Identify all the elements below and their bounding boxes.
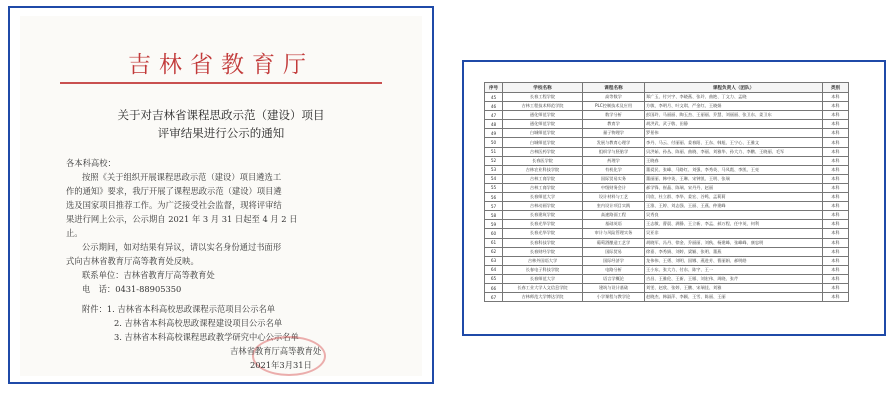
table-cell: 57 <box>485 202 503 211</box>
table-cell: 长春师范大学 <box>503 193 583 202</box>
table-cell: 董爱民、张峰、马路红、刘强、李秀英、马凤霞、李凯、王亮 <box>645 165 823 174</box>
table-cell: 发展与教育心理学 <box>583 138 645 147</box>
table-row <box>485 93 849 102</box>
table-row <box>485 138 849 147</box>
table-cell: 本科 <box>823 120 849 129</box>
table-cell: 53 <box>485 165 503 174</box>
table-cell: 长春财经学院 <box>503 247 583 256</box>
header-cell: 学校名称 <box>503 83 583 93</box>
body-line: 果进行网上公示，公示期自 2021 年 3 月 31 日起至 4 月 2 日 <box>66 214 298 224</box>
body-line: 公示期间，如对结果有异议，请以实名身份通过书面形 <box>82 242 282 252</box>
attachment-line: 3. 吉林省本科高校课程思政教学研究中心公示名单 <box>114 332 299 342</box>
table-cell: 数学分析 <box>583 111 645 120</box>
table-cell: 66 <box>485 283 503 292</box>
table-cell: 白城师范学院 <box>503 138 583 147</box>
table-cell: 胡晓军、冯丹、徐金、乔丽丽、刘秋、杨建峰、张峰峰、康忠明 <box>645 238 823 247</box>
signature-line: 吉林省教育厅高等教育处 <box>230 346 322 356</box>
table-cell: 药理学 <box>583 156 645 165</box>
table-row <box>485 256 849 265</box>
table-cell: 本科 <box>823 174 849 183</box>
body-line: 各本科高校： <box>66 158 116 168</box>
table-cell: 吴秀良 <box>645 211 823 220</box>
table-cell: 本科 <box>823 247 849 256</box>
table-cell: 52 <box>485 156 503 165</box>
table-cell: 64 <box>485 265 503 274</box>
table-row <box>485 120 849 129</box>
table-cell: 吉林师范大学博达学院 <box>503 293 583 302</box>
table-cell: 长春科技学院 <box>503 238 583 247</box>
table-cell: 国际贸易 <box>583 247 645 256</box>
table-cell: 本科 <box>823 111 849 120</box>
table-cell: 罗景伟 <box>645 129 823 138</box>
table-row <box>485 265 849 274</box>
table-header-row <box>485 83 849 93</box>
notice-title-line: 关于对吉林省课程思政示范（建设）项目 <box>117 108 325 122</box>
table-cell: 胡洪武、武子敬、田静 <box>645 120 823 129</box>
table-cell: 中级财务会计 <box>583 183 645 192</box>
table-cell: 本科 <box>823 238 849 247</box>
body-line: 电 话：0431-88905350 <box>82 284 182 294</box>
table-cell: 王小东、张大力、付东、陈宇、王一 <box>645 265 823 274</box>
table-cell: 王志敏、曹晨、满静、王立新、李孟、郝万程、任中英、何利 <box>645 220 823 229</box>
table-cell: 59 <box>485 220 503 229</box>
table-cell: 郝学锋、崔晶、陈瑞、宋丹丹、赵丽 <box>645 183 823 192</box>
table-cell: 国际贸易实务 <box>583 174 645 183</box>
table-cell: 高等数学 <box>583 93 645 102</box>
table-cell: 吉林医药学院 <box>503 147 583 156</box>
body-line: 联系单位：吉林省教育厅高等教育处 <box>82 270 215 280</box>
table-cell: 本科 <box>823 274 849 283</box>
table-row <box>485 156 849 165</box>
table-row <box>485 247 849 256</box>
table-cell: 56 <box>485 193 503 202</box>
attachments-list <box>66 302 396 344</box>
table-cell: 吉林农业科技学院 <box>503 165 583 174</box>
table-cell: 本科 <box>823 193 849 202</box>
table-cell: 49 <box>485 129 503 138</box>
table-cell: 王淮、王婷、刘志强、王丽、王燕、仲建峰 <box>645 202 823 211</box>
table-row <box>485 293 849 302</box>
table-cell: 长春光华学院 <box>503 229 583 238</box>
table-cell: 郑广玉、付兴宇、李晓燕、张玲、曲艳、丁文力、孟晓 <box>645 93 823 102</box>
table-cell: 电路分析 <box>583 265 645 274</box>
table-cell: 55 <box>485 183 503 192</box>
body-line: 选及国家项目推荐工作。为广泛接受社会监督，现将评审结 <box>66 200 282 210</box>
table-cell: 建筑与设计基础 <box>583 283 645 292</box>
table-cell: 董丽丽、韩中英、王琳、宋钟凯、王明、张瑞 <box>645 174 823 183</box>
table-cell: 有机化学 <box>583 165 645 174</box>
header-cell: 课程名称 <box>583 83 645 93</box>
signature-date: 2021年3月31日 <box>250 360 312 370</box>
table-cell: 通化师范学院 <box>503 120 583 129</box>
header-cell: 类别 <box>823 83 849 93</box>
table-cell: 本科 <box>823 183 849 192</box>
table-row <box>485 129 849 138</box>
table-cell: 46 <box>485 102 503 111</box>
table-cell: 吉林工商学院 <box>503 183 583 192</box>
table-cell: 本科 <box>823 256 849 265</box>
table-cell: 61 <box>485 238 503 247</box>
table-cell: 吉林动画学院 <box>503 202 583 211</box>
table-cell: 58 <box>485 211 503 220</box>
table-cell: 长春建筑学院 <box>503 211 583 220</box>
table-cell: 50 <box>485 138 503 147</box>
table-cell: 长春医学院 <box>503 156 583 165</box>
table-row <box>485 211 849 220</box>
body-line: 止。 <box>66 228 83 238</box>
notice-title <box>20 106 422 142</box>
body-line: 式向吉林省教育厅高等教育处反映。 <box>66 256 199 266</box>
notice-body <box>66 156 396 296</box>
table-cell: 吉昌、王雅伦、王新、王雁、刘宏伟、周晓、张芹 <box>645 274 823 283</box>
table-cell: 赵晓杰、韩淑萍、李颖、王雪、陈丽、王丽 <box>645 293 823 302</box>
table-cell: 本科 <box>823 265 849 274</box>
table-cell: 54 <box>485 174 503 183</box>
table-cell: 组织学与胚胎学 <box>583 147 645 156</box>
table-cell: 本科 <box>823 147 849 156</box>
table-cell: 室内设计项目实践 <box>583 202 645 211</box>
table-row <box>485 147 849 156</box>
attachment-line: 2. 吉林省本科高校思政课程建设项目公示名单 <box>114 318 283 328</box>
header-cell: 课程负责人（团队） <box>645 83 823 93</box>
body-line: 按照《关于组织开展课程思政示范（建设）项目遴选工 <box>82 172 282 182</box>
table-cell: 长春电子科技学院 <box>503 265 583 274</box>
table-cell: 刘雯、赵欣、张婷、王鹏、宋瑞佳、刘雅 <box>645 283 823 292</box>
table-cell: 长春工业大学人文信息学院 <box>503 283 583 292</box>
table-cell: 长春工程学院 <box>503 93 583 102</box>
table-row <box>485 283 849 292</box>
table-cell: 白城师范学院 <box>503 129 583 138</box>
table-cell: 王晓春 <box>645 156 823 165</box>
table-cell: 李丹、马云、付丽丽、姜春阳、王东、韩旭、王宁心、王雅文 <box>645 138 823 147</box>
notice-title-line: 评审结果进行公示的通知 <box>157 126 285 140</box>
table-row <box>485 102 849 111</box>
table-row <box>485 111 849 120</box>
table-cell: 本科 <box>823 283 849 292</box>
table-cell: 国际经济学 <box>583 256 645 265</box>
table-cell: 小学课程与教学论 <box>583 293 645 302</box>
course-table-container <box>484 82 848 330</box>
table-cell: 67 <box>485 293 503 302</box>
table-cell: 徐嘉、李秀娟、刘婷、梁颖、张明、董燕 <box>645 247 823 256</box>
table-cell: 62 <box>485 247 503 256</box>
table-cell: 审计与风险管理实务 <box>583 229 645 238</box>
table-cell: 葡萄酒酿造工艺学 <box>583 238 645 247</box>
table-row <box>485 174 849 183</box>
table-row <box>485 202 849 211</box>
table-row <box>485 238 849 247</box>
table-cell: 高速路面工程 <box>583 211 645 220</box>
notice-paper <box>20 16 422 376</box>
table-cell: 基础英语 <box>583 220 645 229</box>
table-cell: 45 <box>485 93 503 102</box>
table-cell: 语言学概论 <box>583 274 645 283</box>
table-cell: 本科 <box>823 229 849 238</box>
table-row <box>485 274 849 283</box>
table-cell: 本科 <box>823 156 849 165</box>
table-cell: 长春光华学院 <box>503 220 583 229</box>
table-cell: 吉林工程技术师范学院 <box>503 102 583 111</box>
table-cell: 吉林外国语大学 <box>503 256 583 265</box>
table-cell: 本科 <box>823 220 849 229</box>
table-cell: 本科 <box>823 211 849 220</box>
table-cell: 量子物理学 <box>583 129 645 138</box>
table-cell: 方敏、李明月、叶文琪、严金红、王晓娟 <box>645 102 823 111</box>
course-list-document-image <box>462 60 886 336</box>
notice-document-image <box>8 6 434 384</box>
table-row <box>485 220 849 229</box>
table-cell: 教育学 <box>583 120 645 129</box>
letterhead-title: 吉林省教育厅 <box>128 52 314 78</box>
table-cell: 本科 <box>823 102 849 111</box>
table-row <box>485 183 849 192</box>
table-cell: 吉林工商学院 <box>503 174 583 183</box>
table-cell: 本科 <box>823 202 849 211</box>
table-cell: 设计材料与工艺 <box>583 193 645 202</box>
table-cell: 63 <box>485 256 503 265</box>
table-cell: 龙伟伟、王勇、刘明、国娜、燕进芳、曹丽娟、郝明皓 <box>645 256 823 265</box>
table-cell: 本科 <box>823 293 849 302</box>
table-row <box>485 229 849 238</box>
header-cell: 序号 <box>485 83 503 93</box>
table-cell: 48 <box>485 120 503 129</box>
table-cell: 65 <box>485 274 503 283</box>
table-cell: 闫欣、杜立群、李华、姜宏、谷鸣、孟莉莉 <box>645 193 823 202</box>
table-row <box>485 165 849 174</box>
table-cell: 本科 <box>823 138 849 147</box>
table-cell: 47 <box>485 111 503 120</box>
body-line: 作的通知》要求，我厅开展了课程思政示范（建设）项目遴 <box>66 186 282 196</box>
course-table <box>484 82 849 302</box>
table-cell: 本科 <box>823 93 849 102</box>
table-cell: PLC控制技术及应用 <box>583 102 645 111</box>
letterhead-divider <box>60 82 382 84</box>
table-cell: 通化师范学院 <box>503 111 583 120</box>
table-body <box>485 93 849 302</box>
table-cell: 51 <box>485 147 503 156</box>
table-cell: 60 <box>485 229 503 238</box>
table-cell: 吴亚非 <box>645 229 823 238</box>
table-cell: 贝洪茹、孙丛、陈丽、曲晓、李丽、刘雅华、孙大力、李鹏、王晓丽、毛军 <box>645 147 823 156</box>
signature-block <box>230 344 400 372</box>
attachment-line: 附件：1. 吉林省本科高校思政课程示范项目公示名单 <box>82 304 276 314</box>
table-cell: 彭国玲、马丽丽、陶玉杰、王丽丽、乔慧、刘丽丽、张卫东、姜卫东 <box>645 111 823 120</box>
table-cell: 本科 <box>823 129 849 138</box>
table-cell: 长春师范大学 <box>503 274 583 283</box>
table-cell: 本科 <box>823 165 849 174</box>
table-row <box>485 193 849 202</box>
